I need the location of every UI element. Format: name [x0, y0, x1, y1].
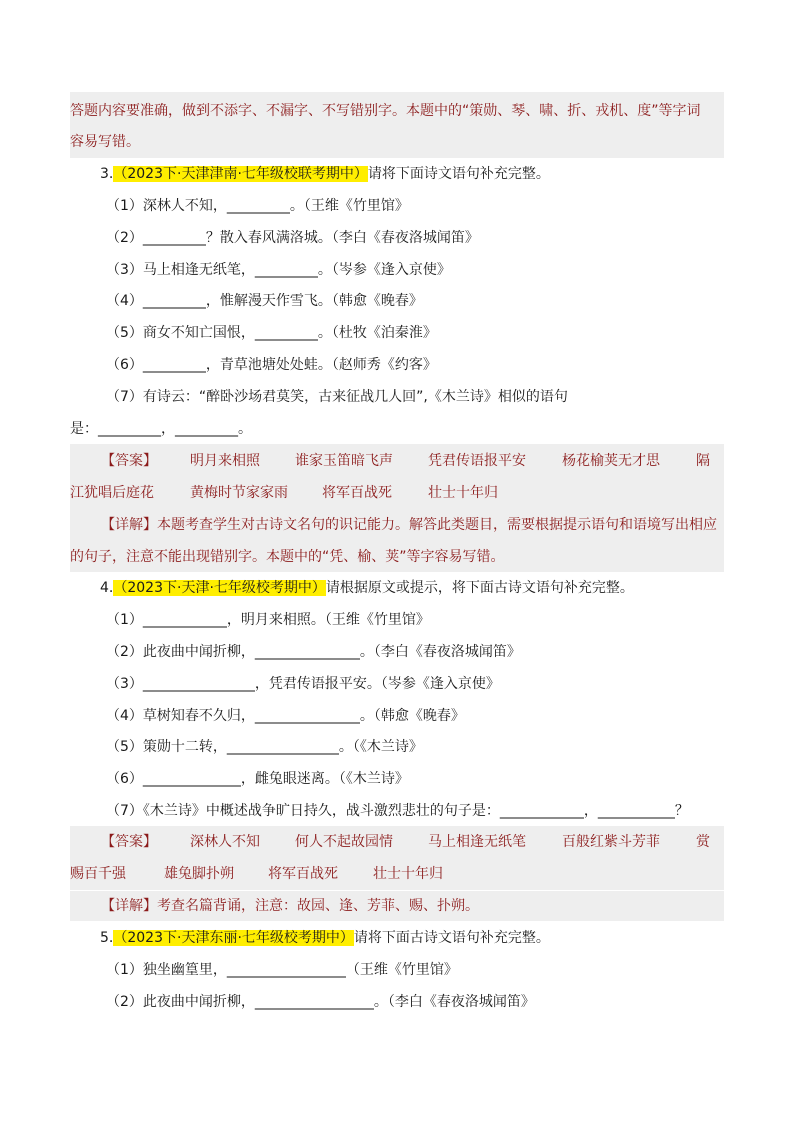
q5-number: 5. — [100, 930, 114, 946]
q4-item-4: （4）草树知春不久归，_______________。（韩愈《晚春》 — [106, 708, 465, 724]
q3-answer-6: 黄梅时节家家雨 — [190, 485, 288, 501]
q4-detail-line-1 — [101, 896, 479, 916]
q4-answer-6: 雄兔脚扑朔 — [164, 866, 234, 882]
q4-answer-5-end: 赐百千强 — [70, 866, 126, 882]
q3-source-tag: （2023下·天津津南·七年级校联考期中） — [113, 166, 368, 182]
q4-answer-1: 深林人不知 — [190, 834, 260, 850]
q3-detail-text-1: 本题考查学生对古诗文名句的识记能力。解答此类题目，需要根据提示语句和语境写出相应 — [157, 517, 717, 533]
q4-source-tag: （2023下·天津·七年级校考期中） — [113, 580, 326, 596]
q3-item-2: （2）_________？散入春风满洛城。（李白《春夜洛城闻笛》 — [106, 230, 479, 246]
q4-number: 4. — [100, 580, 114, 596]
q4-answer-label: 【答案】 — [101, 834, 157, 850]
q4-heading — [100, 578, 634, 598]
q3-answer-label: 【答案】 — [101, 453, 157, 469]
q5-heading — [100, 928, 550, 948]
q3-answer-7: 将军百战死 — [322, 485, 392, 501]
q3-item-7-continued: 是：_________，_________。 — [70, 421, 252, 437]
q4-item-2: （2）此夜曲中闻折柳，_______________。（李白《春夜洛城闻笛》 — [106, 644, 521, 660]
q3-detail-label: 【详解】 — [101, 517, 157, 533]
q3-item-1: （1）深林人不知，_________。（王维《竹里馆》 — [106, 198, 409, 214]
q3-answer-5-end: 江犹唱后庭花 — [70, 485, 154, 501]
q4-answer-7: 将军百战死 — [268, 866, 338, 882]
q4-answer-2: 何人不起故园情 — [295, 834, 393, 850]
intro-line-1: 答题内容要准确，做到不添字、不漏字、不写错别字。本题中的“策勋、琴、啸、折、戎机、度”等字词 — [70, 103, 701, 119]
q4-answer-5-start: 赏 — [696, 834, 710, 850]
q4-prompt: 请根据原文或提示，将下面古诗文语句补充完整。 — [325, 580, 634, 596]
q3-item-7: （7）有诗云：“醉卧沙场君莫笑，古来征战几人回”,《木兰诗》相似的语句 — [106, 389, 568, 405]
intro-line-2: 容易写错。 — [70, 134, 140, 150]
q3-item-6: （6）_________，青草池塘处处蛙。（赵师秀《约客》 — [106, 357, 437, 373]
q3-answer-5-start: 隔 — [696, 453, 710, 469]
q3-answer-8: 壮士十年归 — [428, 485, 498, 501]
q3-heading — [100, 164, 550, 184]
q4-answer-4: 百般红紫斗芳菲 — [562, 834, 660, 850]
q3-item-3: （3）马上相逢无纸笔，_________。（岑参《逢入京使》 — [106, 262, 451, 278]
q4-answer-8: 壮士十年归 — [373, 866, 443, 882]
q4-item-1: （1）____________，明月来相照。（王维《竹里馆》 — [106, 612, 430, 628]
q3-answer-4: 杨花榆荚无才思 — [562, 453, 660, 469]
q3-number: 3. — [100, 166, 114, 182]
q3-item-4: （4）_________，惟解漫天作雪飞。（韩愈《晚春》 — [106, 293, 423, 309]
q3-prompt: 请将下面诗文语句补充完整。 — [367, 166, 550, 182]
q4-answer-3: 马上相逢无纸笔 — [428, 834, 526, 850]
q5-item-1: （1）独坐幽篁里，_________________（王维《竹里馆》 — [106, 962, 458, 978]
q4-item-3: （3）________________，凭君传语报平安。（岑参《逢入京使》 — [106, 676, 500, 692]
q4-item-5: （5）策勋十二转，________________。（《木兰诗》 — [106, 739, 423, 755]
q4-item-6: （6）______________，雌兔眼迷离。（《木兰诗》 — [106, 771, 409, 787]
q5-item-2: （2）此夜曲中闻折柳，_________________。（李白《春夜洛城闻笛》 — [106, 994, 535, 1010]
q3-detail-line-2: 的句子，注意不能出现错别字。本题中的“凭、榆、荚”等字容易写错。 — [70, 549, 505, 565]
q3-answer-2: 谁家玉笛暗飞声 — [295, 453, 393, 469]
q3-answer-3: 凭君传语报平安 — [428, 453, 526, 469]
q4-item-7: （7）《木兰诗》中概述战争旷日持久，战斗激烈悲壮的句子是：____________，___________？ — [106, 803, 689, 819]
q5-prompt: 请将下面古诗文语句补充完整。 — [353, 930, 550, 946]
q3-detail-line-1 — [101, 515, 717, 535]
q4-detail-label: 【详解】 — [101, 898, 157, 914]
q5-source-tag: （2023下·天津东丽·七年级校考期中） — [113, 930, 354, 946]
q3-item-5: （5）商女不知亡国恨，_________。（杜牧《泊秦淮》 — [106, 325, 437, 341]
q3-answer-1: 明月来相照 — [190, 453, 260, 469]
q4-detail-text-1: 考查名篇背诵，注意：故园、逢、芳菲、赐、扑朔。 — [157, 898, 479, 914]
